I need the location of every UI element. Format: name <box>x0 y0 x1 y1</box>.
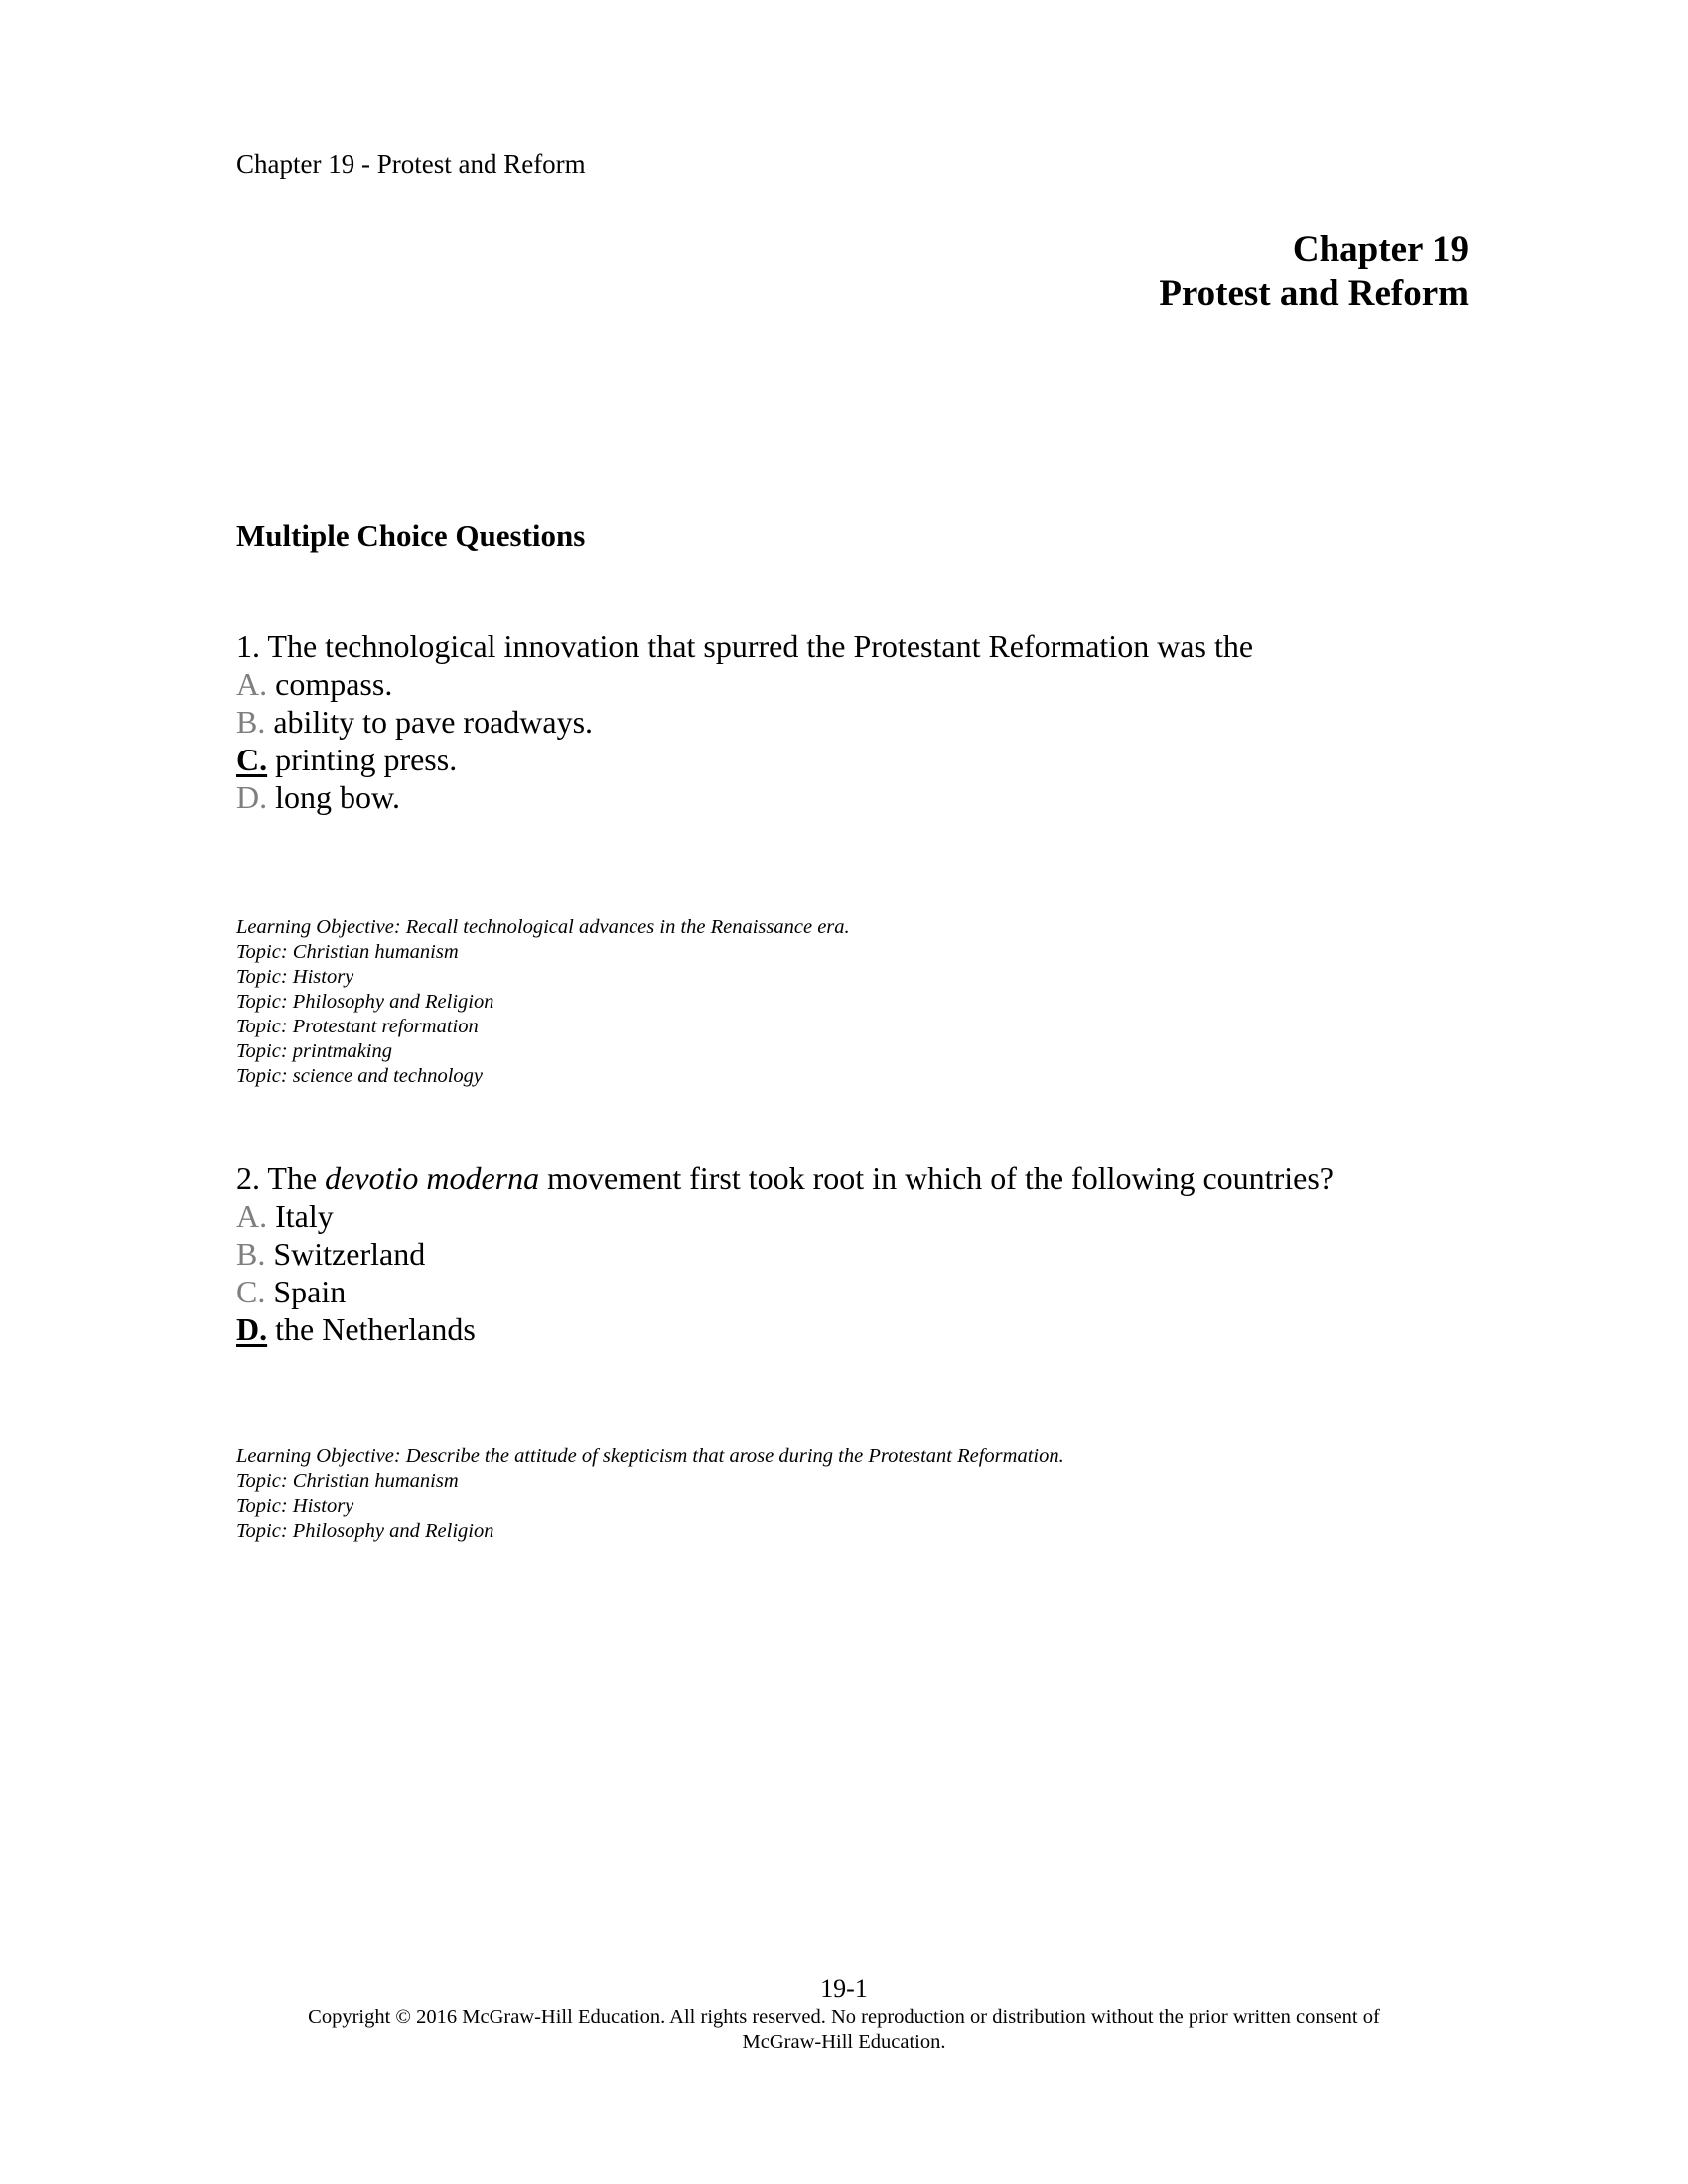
copyright-line: Copyright © 2016 McGraw-Hill Education. All rights reserved. No reproduction or distribution without the prior written consent of <box>308 2006 1380 2028</box>
option-letter: C. <box>236 1274 266 1309</box>
option-text: Switzerland <box>273 1236 426 1272</box>
option-text: Italy <box>275 1198 334 1234</box>
question-number: 1. <box>236 628 260 664</box>
topic: Topic: Protestant reformation <box>236 1016 479 1037</box>
option-text: compass. <box>275 666 393 702</box>
question-1 <box>236 627 1253 816</box>
copyright-notice <box>0 2005 1688 2055</box>
option-letter-correct: C. <box>236 742 268 777</box>
option-letter: B. <box>236 704 266 740</box>
topic: Topic: Christian humanism <box>236 1470 459 1492</box>
option-text: Spain <box>273 1274 347 1309</box>
question-text: The technological innovation that spurred the Protestant Reformation was the <box>267 628 1254 664</box>
option-letter: D. <box>236 779 268 815</box>
topic: Topic: Christian humanism <box>236 941 459 963</box>
option-b <box>236 1235 1334 1273</box>
option-text: ability to pave roadways. <box>273 704 594 740</box>
topic: Topic: Philosophy and Religion <box>236 1520 494 1542</box>
question-italic-term: devotio moderna <box>325 1160 540 1196</box>
option-d <box>236 778 1253 816</box>
option-text: long bow. <box>275 779 401 815</box>
topic: Topic: History <box>236 1495 354 1517</box>
topic: Topic: science and technology <box>236 1065 484 1087</box>
question-2 <box>236 1160 1334 1348</box>
option-a <box>236 1197 1334 1235</box>
page-number: 19-1 <box>820 1975 868 2003</box>
option-d-correct <box>236 1310 1334 1348</box>
option-a <box>236 665 1253 703</box>
option-b <box>236 703 1253 741</box>
copyright-line: McGraw-Hill Education. <box>742 2031 946 2053</box>
learning-objective: Learning Objective: Recall technological advances in the Renaissance era. <box>236 916 850 938</box>
option-letter: A. <box>236 1198 268 1234</box>
option-letter-correct: D. <box>236 1311 268 1347</box>
question-1-metadata <box>236 915 850 1089</box>
chapter-number: Chapter 19 <box>1292 229 1469 270</box>
option-c <box>236 1273 1334 1310</box>
question-2-metadata <box>236 1444 1064 1544</box>
learning-objective: Learning Objective: Describe the attitude of skepticism that arose during the Protestant Reformation. <box>236 1445 1064 1467</box>
option-letter: A. <box>236 666 268 702</box>
option-c-correct <box>236 741 1253 778</box>
option-text: printing press. <box>275 742 458 777</box>
option-letter: B. <box>236 1236 266 1272</box>
question-stem <box>236 627 1253 665</box>
topic: Topic: Philosophy and Religion <box>236 991 494 1013</box>
topic: Topic: printmaking <box>236 1040 392 1062</box>
section-heading: Multiple Choice Questions <box>236 518 586 553</box>
running-header: Chapter 19 - Protest and Reform <box>236 149 586 179</box>
question-number: 2. <box>236 1160 260 1196</box>
question-text: The <box>267 1160 326 1196</box>
question-text: movement first took root in which of the following countries? <box>539 1160 1334 1196</box>
chapter-name: Protest and Reform <box>1159 273 1469 314</box>
chapter-title <box>1159 228 1469 316</box>
option-text: the Netherlands <box>275 1311 476 1347</box>
topic: Topic: History <box>236 966 354 988</box>
question-stem <box>236 1160 1334 1197</box>
